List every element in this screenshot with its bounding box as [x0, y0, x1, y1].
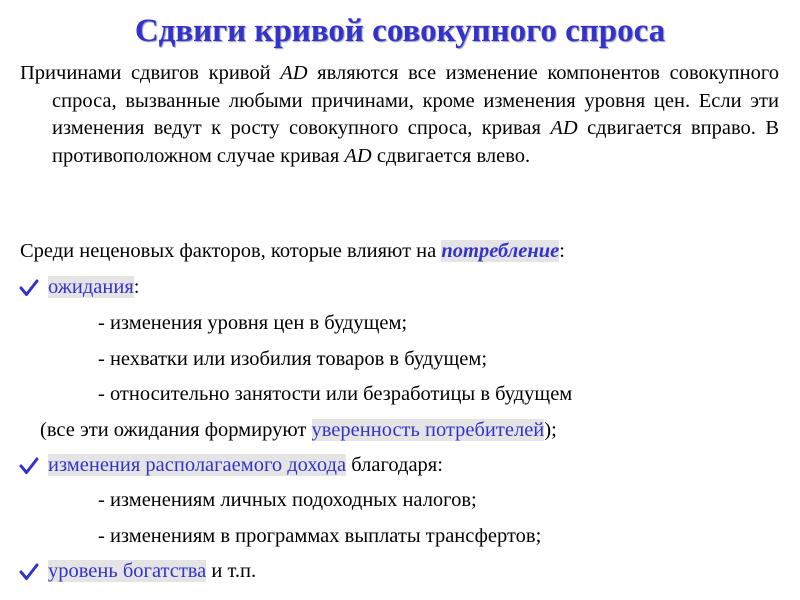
ad-term: AD	[550, 117, 578, 139]
consumption-highlight: потребление	[441, 240, 560, 262]
note-end: );	[544, 419, 557, 441]
intro-text-2: являются все изменение компонентов совокупного спроса, вызванные любыми причинами, кроме изменения уровня цен. Если эти изменения ведут к росту совокупного спроса, кривая	[52, 62, 779, 139]
income-rest: благодаря:	[346, 454, 443, 476]
intro-text-1: Причинами сдвигов кривой	[20, 62, 281, 84]
factors-lead-text: Среди неценовых факторов, которые влияют на	[20, 240, 442, 262]
wealth-line	[48, 557, 256, 585]
ad-term: AD	[280, 62, 308, 84]
expectations-colon: :	[133, 276, 140, 298]
factors-lead-end: :	[559, 240, 565, 262]
expectations-item: - относительно занятости или безработицы в будущем	[98, 383, 573, 405]
factors-lead-line	[20, 237, 565, 265]
checkmark-icon	[18, 561, 40, 583]
note-start: (все эти ожидания формируют	[40, 419, 312, 441]
expectations-highlight: ожидания	[48, 276, 134, 298]
consumer-confidence-note	[40, 416, 557, 444]
income-item: - изменениям личных подоходных налогов;	[98, 489, 477, 511]
income-line	[48, 451, 443, 479]
wealth-rest: и т.п.	[206, 560, 257, 582]
ad-term: AD	[344, 144, 372, 167]
checkmark-icon	[18, 277, 40, 299]
expectations-item: - нехватки или изобилия товаров в будущем;	[98, 348, 488, 370]
expectations-line	[48, 273, 139, 301]
checkmark-icon	[18, 455, 40, 477]
slide-title: Сдвиги кривой совокупного спроса	[134, 13, 666, 49]
intro-paragraph	[20, 60, 779, 170]
intro-text-4: сдвигается влево.	[371, 144, 531, 167]
income-item: - изменениям в программах выплаты трансфертов;	[98, 525, 542, 547]
wealth-highlight: уровень богатства	[48, 560, 207, 582]
income-highlight: изменения располагаемого дохода	[48, 454, 347, 476]
expectations-item: - изменения уровня цен в будущем;	[98, 312, 408, 334]
consumer-confidence-highlight: уверенность потребителей	[311, 419, 545, 441]
intro-text-3: сдвигается вправо. В противоположном случае кривая	[52, 117, 779, 167]
